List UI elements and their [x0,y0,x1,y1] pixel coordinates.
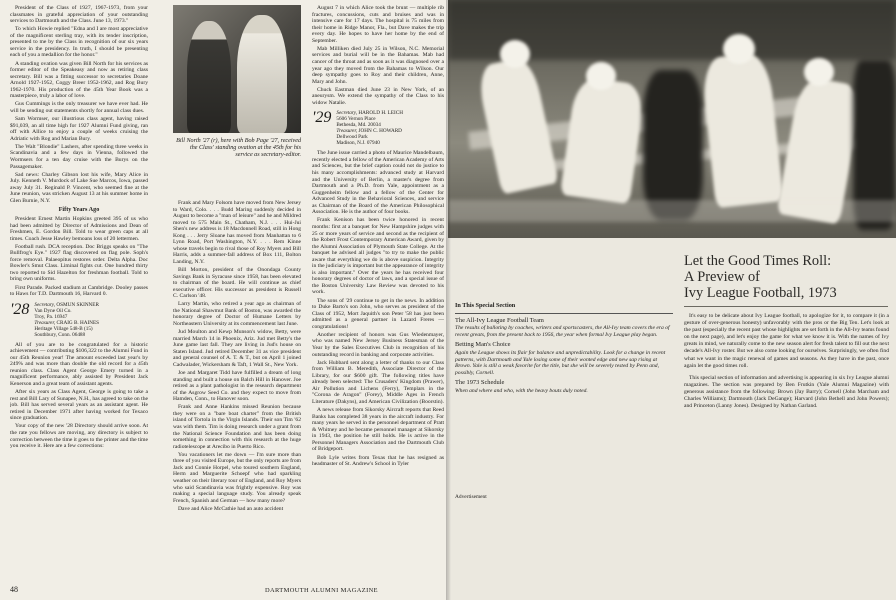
paragraph: After six years as Class Agent, George is going to take a rest and Bill Lary of Sunapee, N.H., has agreed to take on the job. Bill has served several years as an assistant agent. He retired in December 1971 after having worked for Texaco since graduation. [10,389,148,422]
paragraph: It's easy to be delicate about Ivy League football, to apologize for it, to compare it (in a gesture of over-generous honesty) unfavorably with the pros or the Big Ten. Let's look at the past (especially the recent past whose highlights are set forth in the All-Ivy teams found on the next page), and let's enjoy the game for what we know it is. With the names of Ivy greats in mind, we naturally come to the new season alert for fresh talent to fill out the next decade's All-Ivy roster. But we also come looking for ourselves. Surprisingly, we often find what we want in the magic renewal of games and seasons. As they have in the past, once again let the good times roll. [684,313,889,369]
paragraph: All of you are to be congratulated for a historic achievement — contributing $106,322 to the Alumni Fund in our 45th Reunion year! The amount exceeded last year's by 249% and was more than double the old record for a 45th reunion class. Class Agent George Emery turned in a magnificent performance, ably assisted by President Jack Kenerson and a great team of assistant agents. [10,341,148,387]
football-action-photo [448,0,896,238]
class-1929-header [312,110,444,146]
article-body [684,313,889,415]
man-right-figure [237,15,287,133]
paragraph: Gus Cummings is the only treasurer we have ever had. He will be sending out statements shortly for annual class dues. [10,101,148,114]
class-1928-header [10,302,148,338]
headline-rule [684,306,888,307]
paragraph: Sam Wormser, our illustrious class agent, having raised $91,039, an all time high for 1927 Alumni Fund giving, ran off with Allice to enjoy a couple of weeks cruising the Adriatic with Rog and Marian Bury. [10,116,148,142]
paragraph: Bob Lyle writes from Texas that he has resigned as headmaster of St. Andrew's School in Tyler [312,454,444,468]
secretary-name: OSMUN SKINNER [56,301,99,308]
paragraph: Jud Moulton and Kewp Munson's widow, Betty, were married March 14 in Phoenix, Ariz. Jud met Betty's the June game last fall. They are living in Jud's house on Staten Island. Jud retired December 31 as vice president and general counsel of A. T. & T., but on April 1 joined Cadwalader, Wickersham & Taft, 1 Wall St., New York. [173,329,301,368]
secretary-address: Van Dyne Oil Co. [34,307,72,314]
paragraph: A standing ovation was given Bill North for his services as former editor of the Speakeasy and now as retiring class secretary. Bill was a fitting successor to secretaries Doane Arnold 1927-1952, Coggy Breer 1952-1962, and Rog Bury 1962-1970. His production of the 45th Year Book was a masterpiece, truly a labor of love. [10,60,148,100]
advertisement-label: Advertisement [455,494,487,500]
item-description: When and where and who, with the heavy bouts duly noted. [455,387,588,394]
paragraph: The June issue carried a photo of Maurice Mandelbaum, recently elected a fellow of the American Academy of Arts and Sciences, but the brief caption could not do justice to his many accomplishments: advanced study at Harvard and the University of Berlin, a master's degree from Dartmouth and a Ph.D. from Yale, appointment as a Guggenheim fellow and a fellow of the Center for Advanced Study in the Behavioral Sciences, and service as Chairman of the Board of the American Philosophical Association. He is the author of four books. [312,150,444,216]
class-year: '28 [10,300,30,318]
paragraph: Frank and Anne Hankins missed Reunion because they were on a "bare boat charter" from the British island of Tortola in the Virgin Islands. Their son Tim '62 was with them. Tim is doing research under a grant from the National Science Foundation and has been doing something in connection with this research at the huge radiotelescope at Arecibo in Puerto Rico. [173,404,301,450]
paragraph: You vacationers let me down — I'm sure more than three of you visited Europe, but the only reports are from Jack and Connie Horpel, who toured southern England, Herm and Marguerite Schoepf who had sparkling weather on their literary tour of England, and Roy Myers who said Scandinavia was frightly expensive. Roy was making a special language study. You already speak French, Spanish and German — how many more? [173,451,301,504]
paragraph: Dave and Alice McCathie had an auto accident [178,505,284,512]
photo-caption: Bill North '27 (r), here with Bob Page '27, received the Class' standing ovation at the 45th for his service as secretary-editor. [176,138,301,158]
treasurer-label: Treasurer, [34,319,56,326]
paragraph: Joe and Margaret Tidd have fulfilled a dream of long standing and built a house on Balch Hill in Hanover. Joe retired as a plant pathologist in the research department of the Asgrow Seed Co. and they expect to move from Hamden, Conn., to Hanover soon. [173,370,301,403]
headline-line-1: Let the Good Times Roll: [684,253,832,269]
paragraph: Bill Morton, president of the Onondaga County Savings Bank in Syracuse since 1958, has been elevated to chairman of the board. He will continue as chief executive officer. His successor as president is Russell C. Carlson '48. [173,267,301,300]
headline-line-2: A Preview of [684,269,760,286]
column-1 [10,5,148,565]
class-year: '29 [312,109,332,127]
paragraph: This special section of information and advertising is appearing in six Ivy League alumni magazines. The section was prepared by Ben Frutkin (Yale Alumni Magazine) with generous assistance from the following: Brown (Jay Barry); Cornell (John Marcham and Charles Williams); Dartmouth (Jack DeGange); Harvard (John Bethell and John Powers); and Princeton (Lanny Jones). Designed by Nathan Garland. [684,374,889,410]
secretary-label: Secretary, [34,301,56,308]
headline [684,253,889,302]
treasurer-address: Dellwood Park [336,134,368,141]
treasurer-city: Southbury, Conn. 06488 [34,331,86,338]
treasurer-address: Heritage Village 548-B (15) [34,325,93,332]
special-section-contents [455,303,673,399]
paragraph: Mab Milliken died July 25 in Wilson, N.C. Memorial services and burial will be in the Bahamas. Mab had cancer of the throat and as soon as it was diagnosed over a year ago they moved from the Bahamas to Wilson. Our deep sympathy goes to Roy and their children, Anne, Mary and John. [312,45,444,85]
gutter-shadow [446,0,451,600]
treasurer-name: CRAIG B. HAINES [56,319,100,326]
treasurer-label: Treasurer, [336,128,358,135]
paragraph: The sons of '29 continue to get in the news. In addition to Duke Barto's son John, who serves as president of the Class of 1952, Mort Jaquith's son Peter '58 has just been admitted as a general partner in Lazard Freres — congratulations! [312,297,444,330]
paragraph: The Walt "Blondie" Lashers, after spending three weeks in Scandinavia and a few days in Vienna, followed the Wormsers for a ten day cruise with the Burys on the Passagemaker. [10,143,148,170]
man-left-figure [187,21,231,133]
paragraph: August 7 in which Alice took the brunt — multiple rib fractures, concussions, cuts and bruises and was in intensive care for 17 days. The hospital is 75 miles from their home in Ridge Manor, Fla., but Dave makes the trip every day. He hopes to have her home by the end of September. [312,5,444,44]
paragraph: Larry Martin, who retired a year ago as chairman of the National Shawmut Bank of Boston, was awarded the honorary degree of Doctor of Humane Letters by Northeastern University at its commencement last June. [173,301,301,328]
item-title: The 1973 Schedule [455,379,505,387]
class-officers [34,302,99,338]
photo-two-men [173,5,301,133]
section-heading: Fifty Years Ago [58,206,100,214]
item-description: Again the League shows its flair for balance and unpredictability. Look for a change in recent patterns, with Dartmouth and Yale losing some of their wonted edge and new sap rising at Brown. Yale is still a weak favorite for the title, but she will be severely tested by Penn and, possibly, Cornell. [455,349,666,376]
right-page [448,0,896,600]
section-label: In This Special Section [455,303,673,314]
paragraph: A news release from Sikorsky Aircraft reports that Reed Banks has completed 38 years in the aircraft industry. For many years he served in the personnel department of Pratt & Whitney and he became personnel manager at Sikorsky in 1943, the position he still holds. He is active in the Personnel Managers Association and the Dartmouth Club of Bridgeport. [312,407,444,453]
paragraph: Jack Hubbard sent along a letter of thanks to our Class from William B. Meredith, Associate Director of the Library, for our $600 gift. The following titles have already been selected: The Crusaders' Kingdom (Prawer), Air Pollution and Lichens (Ferry), Templars in the "Corona de Aragon" (Forey), Middle Ages in French Literature (Dakyns), and American Civilization (Boorstin). [312,359,444,405]
paragraph: Your copy of the new '28 Directory should arrive soon. At the rate you fellows are moving, any directory is subject to correction between the time it goes to the printer and the time you receive it. Here are a few corrections: [10,423,148,450]
secretary-city: Bethesda, Md. 20034 [336,122,381,129]
running-head: DARTMOUTH ALUMNI MAGAZINE [265,587,378,594]
secretary-address: 5606 Vernon Place [336,116,376,123]
paragraph: To which Howie replied "Edna and I are most appreciative of the magnificent sterling tray, with its tender inscription, presented to me by the Class in recognition of our six years service in the presidency. In truth, I should be presenting each of you a medallion for the honor." [10,26,148,59]
treasurer-name: JOHN C. HOWARD [358,128,402,135]
item-title: The All-Ivy League Football Team [455,316,544,324]
paragraph: President of the Class of 1927, 1967-1973, from your classmates in grateful appreciation of your outstanding services to Dartmouth and the Class. June 13, 1973." [10,5,148,25]
paragraph: Football rush. DCA reception. Doc Briggs speaks on "The Bullfrog's Eye." 1927 flag discovered on flag pole. Soph's force removal. Palaeopitus restores order. Delta Alpha. Doc Bowler's Smut Class. Liminal fights cut. One hundred thirty two reported to Sid Hazelton for freshman football. Told to bring own uniforms. [10,243,148,283]
secretary-city: Troy, Pa. 16947 [34,313,68,320]
paragraph: President Ernest Martin Hopkins greeted 395 of us who had been admitted by Director of Admissions and Dean of Freshmen, E. Gordon Bill. Told to wear green caps at all times. Coach Jesse Hawley bemoans loss of 20 lettermen. [10,215,148,242]
column-3 [312,5,444,565]
treasurer-city: Madison, N.J. 07940 [336,140,380,147]
paragraph: Sad news: Charley Gibson lost his wife, Mary Alice in July. Kenneth V. Murdock of Lake Sue Marcos, Iowa, passed away July 31. Reginald P. Vincent, who seemed fine at the June reunion, was stricken August 13 at his summer home in Glen Burnie, N.Y. [10,171,148,204]
item-description: The results of balloting by coaches, writers and sportscasters, the All-Ivy team covers the era of recent greats, from the present back to 1956, the year when formal Ivy League play began. [455,325,670,338]
class-officers [336,110,403,146]
paragraph: Frank and Mary Folsom have moved from New Jersey to Ward, Colo. . . . Budd Maring suddenly decided in August to become a "man of leisure" and he and Mildred moved to 575 Main St., Chatham, N.J. . . . Hui-Jui Shen's new address is 18 Macdonnell Road, still in Hong Kong . . . Jerry Sloane has moved from Manhattan to 6 Lynn Road, Port Washington, N.Y. . . . Rem Kinne whose travels begin to rival those of Roy Myers and Bill Harris, adds a summer-fall address of Box 111, Bolton Landing, N.Y. [173,200,301,265]
item-title: Betting Man's Choice [455,341,511,349]
headline-line-3: Ivy League Football, 1973 [684,285,837,302]
page-number: 48 [10,585,18,594]
paragraph: First Parade. Packed stadium at Cambridge. Dooley passes to Haws for T.D. Dartmouth 16, Harvard 0. [10,284,148,298]
paragraph: Another recipient of honors was Gus Wiedenmayer, who was named New Jersey Business Statesman of the Year by the Sales Executives Club in recognition of his outstanding record in banking and corporate activities. [312,331,444,358]
paragraph: Chuck Eastman died June 23 in New York, of an aneurysm. We extend the sympathy of the Class to his widow Natalie. [312,86,444,106]
column-2 [173,200,301,565]
paragraph: Frank Kenison has been twice honored in recent months: first at a banquet for New Hampshire judges with 25 or more years of service and second as the recipient of the Robert Frost Contemporary American Award, given by the Alumni Association of Plymouth State College. At the banquet he advised all judges "to try to make the public aware that everything we do is above suspicion. Integrity in the judiciary is important but the appearance of integrity is also important." Over the years he has received four honorary degrees of doctor of laws, and a special issue of the Boston University Law Review was devoted to his work. [312,217,444,296]
secretary-label: Secretary, [336,110,358,117]
secretary-name: HAROLD H. LEICH [358,110,403,117]
